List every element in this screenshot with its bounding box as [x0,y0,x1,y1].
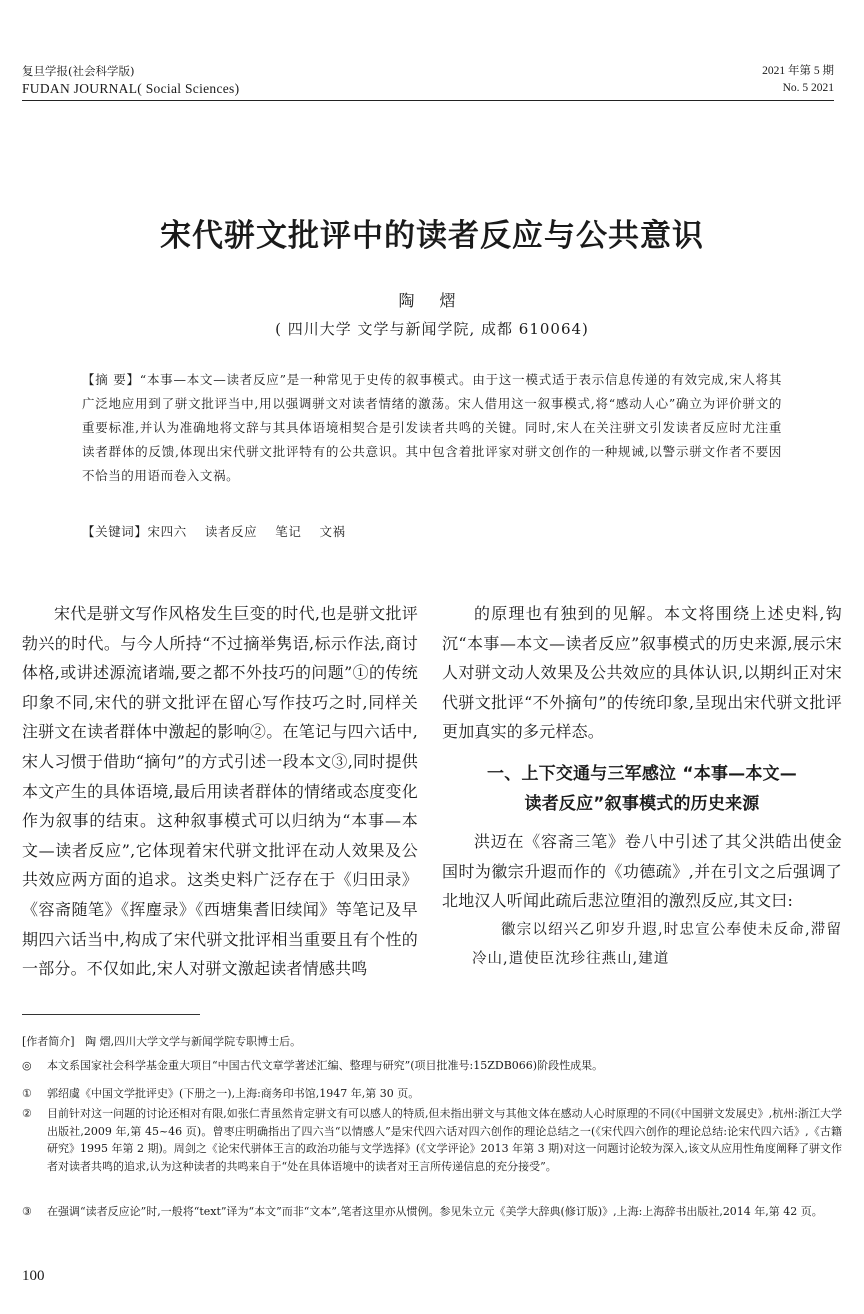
keyword: 宋四六 [147,524,187,539]
keyword: 笔记 [275,524,302,539]
section-heading-line: 读者反应”叙事模式的历史来源 [524,793,760,814]
block-quote: 徽宗以绍兴乙卯岁升遐,时忠宣公奉使未反命,滞留冷山,遣使臣沈珍往燕山,建道 [472,921,842,968]
journal-name-en: FUDAN JOURNAL( Social Sciences) [22,81,240,96]
author-intro-label: [作者简介] [22,1035,75,1048]
fund-text: 本文系国家社会科学基金重大项目“中国古代文章学著述汇编、整理与研究”(项目批准号:15ZDB066)阶段性成果。 [47,1059,604,1072]
running-header-right [762,63,834,97]
body-paragraph: 洪迈在《容斋三笔》卷八中引述了其父洪皓出使金国时为徽宗升遐而作的《功德疏》,并在引文之后强调了北地汉人听闻此疏后悲泣堕泪的激烈反应,其文曰: [442,831,842,911]
footnote-text: 目前针对这一问题的讨论还相对有限,如张仁青虽然肯定骈文有可以感人的特质,但未指出骈文与其他文体在感动人心时原理的不同(《中国骈文发展史》,杭州:浙江大学出版社,2009 年,第 45~46 页)。曾枣庄明确指出了四六当“以情感人”是宋代四六话对四六创作的理论总结之一(《宋代四六创作的理论总结:论宋代四六话》,《古籍研究》1995 年第 2 期)。周剑之《论宋代骈体王言的政治功能与文学选择》(《文学评论》2013 年第 3 期)对这一问题讨论较为深入,该文从应用性角度阐释了骈文作者对读者共鸣的追求,认为这种读者的共鸣来自于“处在具体语境中的读者对王言所传递信息的充分接受”。 [47,1107,842,1173]
keywords-label: 【关键词】 [82,524,148,539]
article-author: 陶 熠 [398,291,466,310]
footnote-text: 郭绍虞《中国文学批评史》(下册之一),上海:商务印书馆,1947 年,第 30 页。 [47,1087,420,1100]
section-heading [442,759,842,819]
body-paragraph: 宋代是骈文写作风格发生巨变的时代,也是骈文批评勃兴的时代。与今人所持“不过摘举隽语,标示作法,商讨体格,或讲述源流诸端,要之都不外技巧的问题”①的传统印象不同,宋代的骈文批评在留心写作技巧之时,同样关注骈文在读者群体中激起的影响②。在笔记与四六话中,宋人习惯于借助“摘句”的方式引述一段本文③,同时提供本文产生的具体语境,最后用读者群体的情绪或态度变化作为叙事的结束。这种叙事模式可以归纳为“本事—本文—读者反应”,它体现着宋代骈文批评在动人效果及公共效应两方面的追求。这类史料广泛存在于《归田录》《容斋随笔》《挥麈录》《西塘集耆旧续闻》等笔记及早期四六话当中,构成了宋代骈文批评相当重要且有个性的一部分。不仅如此,宋人对骈文激起读者情感共鸣 [22,604,418,979]
footnote-mark: ① [22,1087,32,1100]
footnote-2 [22,1105,842,1175]
page-number: 100 [22,1268,45,1284]
body-paragraph: 的原理也有独到的见解。本文将围绕上述史料,钩沉“本事—本文—读者反应”叙事模式的历史来源,展示宋人对骈文动人效果及公共效应的具体认识,以期纠正对宋代骈文批评“不外摘句”的传统印象,呈现出宋代骈文批评更加真实的多元样态。 [442,604,842,742]
author-affiliation: ( 四川大学 文学与新闻学院, 成都 610064) [275,320,589,338]
footnote-3 [22,1203,842,1221]
journal-name-cn: 复旦学报(社会科学版) [22,64,135,78]
fund-note [22,1057,842,1075]
abstract-text: “本事—本文—读者反应”是一种常见于史传的叙事模式。由于这一模式适于表示信息传递的有效完成,宋人将其广泛地应用到了骈文批评当中,用以强调骈文对读者情绪的激荡。宋人借用这一叙事模式,将“感动人心”确立为评价骈文的重要标准,并认为准确地将文辞与其具体语境相契合是引发读者共鸣的关键。同时,宋人在关注骈文引发读者反应时尤注重读者群体的反馈,体现出宋代骈文批评特有的公共意识。其中包含着批评家对骈文创作的一种规诫,以警示骈文作者不要因不恰当的用语而卷入文祸。 [82,372,782,483]
fund-mark: ◎ [22,1059,32,1072]
section-heading-line: 一、上下交通与三军感泣 “本事—本文— [487,763,797,784]
footnote-1 [22,1085,842,1103]
footnote-text: 在强调“读者反应论”时,一般将“text”译为“本文”而非“文本”,笔者这里亦从惯例。参见朱立元《美学大辞典(修订版)》,上海:上海辞书出版社,2014 年,第 42 页。 [47,1205,823,1218]
footnote-rule [22,1014,200,1015]
keyword: 文祸 [319,524,346,539]
article-title: 宋代骈文批评中的读者反应与公共意识 [160,218,704,254]
author-intro-text: 陶 熠,四川大学文学与新闻学院专职博士后。 [85,1035,302,1048]
author-intro [22,1033,842,1051]
footnote-mark: ② [22,1107,32,1120]
header-rule [22,100,834,101]
issue-cn: 2021 年第 5 期 [762,65,834,77]
keyword: 读者反应 [204,524,258,539]
issue-en: No. 5 2021 [782,82,834,94]
abstract-label: 【摘 要】 [82,372,140,387]
keywords [82,521,782,543]
body-column-right [442,599,842,975]
running-header-left [22,63,239,97]
body-column-left [22,599,418,984]
footnote-mark: ③ [22,1205,32,1218]
abstract [82,368,782,488]
